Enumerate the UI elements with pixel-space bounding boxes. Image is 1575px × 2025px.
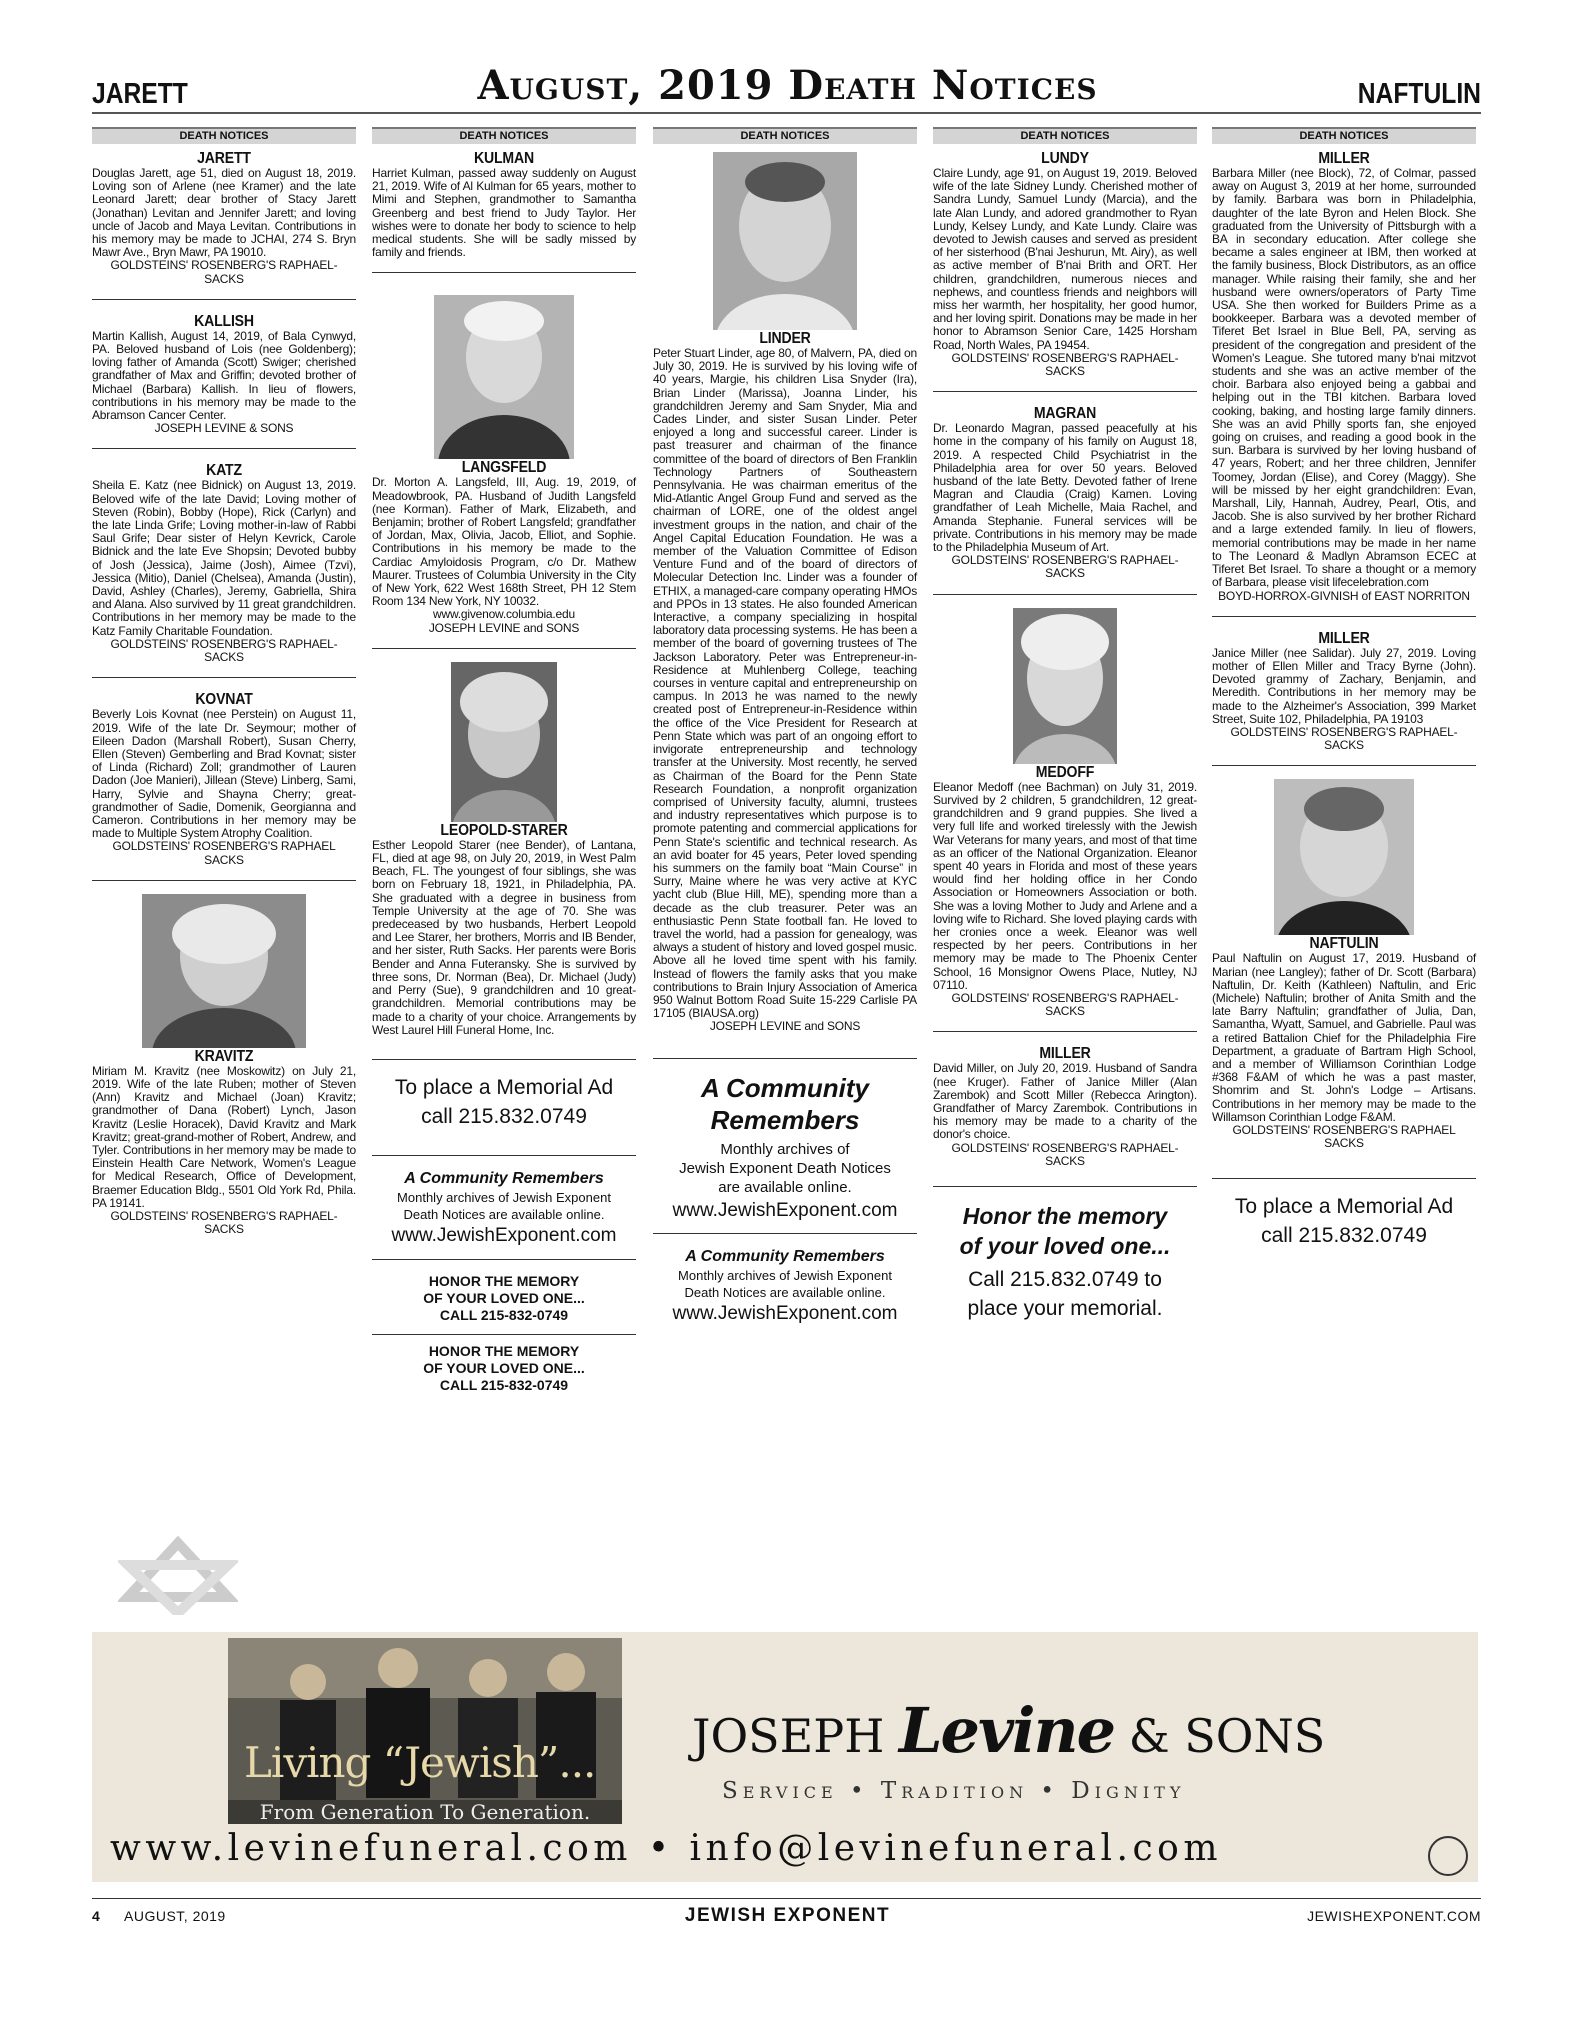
notice-kulman — [372, 150, 636, 259]
page-number: 4 — [92, 1908, 100, 1924]
funeral-home: GOLDSTEINS' ROSENBERG'S RAPHAEL-SACKS — [951, 1140, 1179, 1168]
promo-line: Monthly archives of Jewish Exponent — [678, 1267, 892, 1283]
notice-kovnat — [92, 691, 356, 866]
promo-line: Death Notices are available online. — [684, 1284, 886, 1300]
notice-katz — [92, 462, 356, 664]
notice-miller-david — [933, 1045, 1197, 1168]
portrait-naftulin — [1274, 779, 1414, 935]
star-of-david-icon — [118, 1535, 238, 1615]
column-3 — [653, 127, 917, 1327]
notice-langsfeld — [372, 459, 636, 634]
divider — [92, 677, 356, 678]
divider — [653, 1233, 917, 1234]
promo-website: www.JewishExponent.com — [391, 1224, 617, 1246]
promo-line: Monthly archives of — [720, 1140, 850, 1158]
divider — [92, 448, 356, 449]
funeral-home: JOSEPH LEVINE and SONS — [709, 1019, 861, 1034]
promo-line: place your memorial. — [967, 1296, 1163, 1320]
notice-name: MILLER — [1039, 1045, 1091, 1063]
notice-text: Claire Lundy, age 91, on August 19, 2019. Beloved wife of the late Sidney Lundy. Cherished mother of Sandra Lundy, Samuel Lundy (Marcia), and the late Alan Lundy, and adored grandmother to Ryan Lundy, Kelsey Lundy, and Kate Lundy. Claire was devoted to Jewish causes and served as president of her sisterhood (B'nai Jeshurun, Mt. Airy), as well as active member of B'nai Brith and ORT. Her children, grandchildren, numerous nieces and nephews, and countless friends and neighbors will miss her warmth, her hospitality, her good humor, and her loving spirit. Donations may be made in her honor to Abramson Senior Care, 1425 Horsham Road, North Wales, PA 19454. — [933, 166, 1197, 352]
notice-name: KULMAN — [474, 150, 534, 167]
divider — [372, 272, 636, 273]
title-divider — [92, 112, 1481, 114]
brand-logo — [692, 1694, 1325, 1767]
column-header: DEATH NOTICES — [1212, 127, 1476, 144]
association-seal-icon — [1428, 1836, 1468, 1876]
portrait-photo-icon — [434, 295, 574, 459]
notice-text: Douglas Jarett, age 51, died on August 18, 2019. Loving son of Arlene (nee Kramer) and the late Leonard Jarett; dear brother of Stacy Jarett (Jonathan) Levitan and Jennifer Jarett; and loving uncle of Jacob and Maya Levitan. Contributions in his memory may be made to JCHAI, 274 S. Bryn Mawr Ave., Bryn Mawr, PA 19010. — [92, 166, 356, 260]
promo-title: of your loved one... — [959, 1232, 1171, 1259]
portrait-linder — [713, 152, 857, 330]
notice-miller-janice — [1212, 630, 1476, 753]
community-promo — [372, 1169, 636, 1249]
promo-title: A Community Remembers — [404, 1169, 604, 1187]
funeral-home: GOLDSTEINS' ROSENBERG'S RAPHAEL SACKS — [1232, 1122, 1456, 1151]
divider — [1212, 616, 1476, 617]
notice-web: www.givenow.columbia.edu — [433, 607, 575, 622]
portrait-photo-icon — [451, 662, 557, 822]
divider — [1212, 1178, 1476, 1179]
notice-text: Miriam M. Kravitz (nee Moskowitz) on July 21, 2019. Wife of the late Ruben; mother of Steven (Ann) Kravitz and Michael (Joan) Kravitz; grandmother of Dana (Robert) Lynch, Jason Kravitz (Leslie Horacek), David Kravitz and Mark Kravitz; great-grand-mother of Robert, Andrew, and Tyler. Contributions in her memory may be made to Einstein Health Care Network, Women's League for Medical Research, Office of Development, Braemer Education Bldg., 5501 Old York Rd, Phila. PA 19141. — [92, 1063, 356, 1210]
funeral-home: GOLDSTEINS' ROSENBERG'S RAPHAEL-SACKS — [1230, 724, 1458, 753]
funeral-home: GOLDSTEINS' ROSENBERG'S RAPHAEL-SACKS — [110, 1208, 338, 1237]
notice-linder — [653, 330, 917, 1034]
portrait-photo-icon — [142, 894, 306, 1048]
notice-text: Janice Miller (nee Salidar). July 27, 2019. Loving mother of Ellen Miller and Tracy Byrne (John). Devoted grammy of Zachary, Benjamin, and Meredith. Contributions in her memory may be made to the Alzheimer's Association, 399 Market Street, Suite 102, Philadelphia, PA 19103 — [1212, 645, 1476, 726]
memorial-ad-promo — [1212, 1192, 1476, 1250]
honor-promo — [372, 1343, 636, 1394]
promo-line: OF YOUR LOVED ONE... — [423, 1359, 585, 1376]
notice-lundy — [933, 150, 1197, 378]
notice-text: Eleanor Medoff (nee Bachman) on July 31, 2019. Survived by 2 children, 5 grandchildren, 12 great- grandchildren and 9 grand puppies. She lived a very full life and worked tirelessly with the Jewish War Veterans for many years, and most of that time as an officer of the National Organization. Eleanor spent 40 years in Florida and most of these years would find her holding office in her Condo Association or Homeowners Association or both. She was a loving Mother to Judy and Arlene and a loving wife to Richard. She loved playing cards with her cronies once a week. Eleanor was well respected by her peers. Contributions in her memory may be made to The Phoenix Center School, 16 Monsignor Owens Place, Nutley, NJ 07110. — [933, 779, 1197, 992]
notice-text: Dr. Leonardo Magran, passed peacefully at his home in the company of his family on August 18, 2019. A respected Child Psychiatrist in the Philadelphia area for over 50 years. Beloved husband of the late Betty. Devoted father of Irene Magran and Claudia (Craig) Kamen. Loving grandfather of Leah Michelle, Maia Rachel, and Amanda Stephanie. Funeral services will be private. Contributions in his memory may be made to the Philadelphia Museum of Art. — [933, 421, 1197, 555]
notice-name: MEDOFF — [1035, 763, 1095, 781]
funeral-home: JOSEPH LEVINE and SONS — [428, 620, 580, 635]
promo-line: To place a Memorial Ad — [394, 1075, 614, 1099]
notice-miller-barbara — [1212, 150, 1476, 603]
notice-name: JARETT — [197, 150, 251, 167]
notice-name: LUNDY — [1041, 150, 1089, 167]
brand-tagline: Service • Tradition • Dignity — [722, 1778, 1186, 1804]
divider — [372, 1259, 636, 1260]
portrait-langsfeld — [434, 295, 574, 459]
notice-text: Barbara Miller (nee Block), 72, of Colmar, passed away on August 3, 2019 at her home, surrounded by family. Barbara was born in Philadelphia, daughter of the late Byron and Helen Block. She graduated from the University of Pittsburgh with a BA in secondary education. After college she became a sales engineer at IBM, then worked at the family business, Block Distributors, as an office manager. While raising their family, she and her husband were owners/operators of Party Time USA. She then worked for Builders Prime as a bookkeeper. Barbara was a devoted member of Tiferet Bet Israel in Blue Bell, PA, serving as president of the congregation and president of the Women's League. She tutored many b'nai mitzvot students and she was an active member of the choir. Barbara also enjoyed being a gabbai and helping out in the TBI kitchen. Barbara loved cooking, baking, and hosting large family dinners. She was an avid Philly sports fan, she enjoyed going on cruises, and reading a good book in the sun. Barbara is survived by her loving husband of 47 years, Robert; and her three children, Jennifer Toomey, Jordan (Elise), and Corey (Maggy). She will be missed by her eight grandchildren: Evan, Marshall, Lily, Hannah, Audrey, Pearl, Otis, and Jacob. She is also survived by her brother Richard and a large extended family. In lieu of flowers, memorial contributions may be made in her name to The Leonard & Madlyn Abramson ECEC at Tiferet Bet Israel. To share a thought or a memory of Barbara, please visit lifecelebration.com — [1212, 166, 1476, 590]
notice-text: Paul Naftulin on August 17, 2019. Husband of Marian (nee Langley); father of Dr. Scott (Barbara) Naftulin, Dr. Keith (Kathleen) Naftulin, and Eric (Michele) Naftulin; brother of Anita Smith and the late Barry Naftulin; grandfather of Julia, Dan, Samantha, Wyatt, Samuel, and Gabrielle. Paul was a retired Battalion Chief for the Philadelphia Fire Department, a graduate of Bartram High School, and a member of Williamson Corinthian Lodge #368 F&AM of which he was a past master, Shomrim and St. John's Lodge – Artisans. Contributions in her memory may be made to the Willamson Corinthian Lodge F&AM. — [1212, 951, 1476, 1124]
divider — [372, 1334, 636, 1335]
header-left-name: JARETT — [92, 78, 188, 110]
divider — [933, 391, 1197, 392]
contact-line: www.levinefuneral.com • info@levinefuneral.com — [110, 1828, 1222, 1869]
notice-leopold-starer — [372, 822, 636, 1037]
notice-text: Martin Kallish, August 14, 2019, of Bala Cynwyd, PA. Beloved husband of Lois (nee Goldenberg); loving father of Amanda (Scott) Swiger; cherished grandfather of Max and Griffin; devoted brother of Michael (Barbara) Kallish. In lieu of flowers, contributions in his memory may be made to the Abramson Cancer Center. — [92, 328, 356, 423]
divider — [933, 1031, 1197, 1032]
notice-name: KALLISH — [194, 312, 254, 330]
notice-kravitz — [92, 1048, 356, 1237]
divider — [92, 880, 356, 881]
footer-divider — [92, 1898, 1481, 1899]
promo-title: A Community Remembers — [700, 1072, 870, 1135]
divider — [933, 1186, 1197, 1187]
funeral-home: GOLDSTEINS' ROSENBERG'S RAPHAEL-SACKS — [110, 258, 338, 286]
notice-name: LEOPOLD-STARER — [440, 821, 568, 839]
family-photo — [228, 1638, 622, 1824]
portrait-medoff — [1013, 608, 1117, 764]
memorial-ad-promo — [372, 1073, 636, 1131]
column-1 — [92, 127, 356, 1236]
promo-website: www.JewishExponent.com — [672, 1199, 898, 1221]
notice-naftulin — [1212, 935, 1476, 1150]
column-4 — [933, 127, 1197, 1323]
promo-line: are available online. — [718, 1178, 852, 1196]
column-header: DEATH NOTICES — [372, 127, 636, 144]
brand-text: JOSEPH — [692, 1709, 885, 1763]
portrait-kravitz — [142, 894, 306, 1048]
page-title: August, 2019 Death Notices — [477, 62, 1098, 109]
column-header: DEATH NOTICES — [653, 127, 917, 144]
promo-website: www.JewishExponent.com — [672, 1302, 898, 1324]
notice-name: LINDER — [759, 330, 811, 347]
notice-text: Dr. Morton A. Langsfeld, III, Aug. 19, 2019, of Meadowbrook, PA. Husband of Judith Langsfeld (nee Korman). Father of Mark, Elizabeth, and Benjamin; brother of Robert Langsfeld; grandfather of Jordan, Max, Olivia, Jacob, Elliot, and Sophie. Contributions in his memory be made to the Cardiac Amyloidosis Program, c/o Dr. Mathew Maurer. Trustees of Columbia University in the City of New York, 622 West 168th Street, PH 12 Stem Room 134 New York, NY 10032. — [372, 475, 636, 609]
group-photo-icon — [228, 1638, 622, 1824]
notice-text: Peter Stuart Linder, age 80, of Malvern, PA, died on July 30, 2019. He is survived by his loving wife of 40 years, Margie, his children Lisa Snyder (Ira), Brian Linder (Marissa), Joanna Linder, his grandchildren Jeremy and Sam Snyder, Mia and Cades Linder, and sister Susan Linder. Peter enjoyed a long and successful career. Linder is past treasurer and chairman of the finance committee of the board of directors of Ben Franklin Technology Partners of Southeastern Pennsylvania. He was chairman emeritus of the Mid-Atlantic Angel Group Fund and served as the chairman of LORE, one of the oldest angel investment groups in the nation, and chair of the Angel Capital Education Foundation. He was a member of the Valuation Committee of Edison Venture Fund and of the board of directors of Molecular Detection Inc. Linder was a founder of ETHIX, a managed-care company operating HMOs and PPOs in 13 states. He also founded American Interactive, a company specializing in hospital laboratory data processing systems. He has been a member of the board of governing trustees of The Jackson Laboratory. Peter was Entrepreneur-in-Residence at Muhlenberg College, teaching courses in venture capital and entrepreneurship on campus. In 2013 he was named to the newly created post of Entrepreneur-in-Residence within the office of the Vice President for Research at Penn State which was part of an ongoing effort to invigorate entrepreneurship and technology transfer at the University. Most recently, he served as Chairman of the Board for the Penn State Research Foundation, a nonprofit organization comprised of University faculty, alumni, trustees and industry representatives which purpose is to promote patenting and commercial applications for Penn State's scientific and technical research. As an avid boater for 45 years, Peter loved spending his summers on the family boat “Main Course” in Surry, Maine where he was very active at KYC yacht club (Blue Hill, ME), spending more than a decade as the club treasurer. Peter was an enthusiastic Penn State football fan. He loved to travel the world, had a passion for genealogy, was always a student of history and loved gospel music. Above all he loved time spent with his family. Instead of flowers the family asks that you make contributions to Brain Injury Association of America 950 Walnut Bottom Road Suite 15-229 Carlisle PA 17105 (BIAUSA.org) — [653, 346, 917, 1021]
promo-line: call 215.832.0749 — [421, 1104, 587, 1128]
column-2 — [372, 127, 636, 1394]
promo-title: A Community Remembers — [685, 1247, 885, 1265]
levine-advertisement — [92, 1632, 1478, 1882]
notice-text: Sheila E. Katz (nee Bidnick) on August 13, 2019. Beloved wife of the late David; Loving mother of Steven (Robin), Bobby (Hope), Rick (Carlyn) and the late Linda Grife; Loving mother-in-law of Rabbi Saul Grife; Dear sister of Helyn Kevrick, Carole Bidnick and the late Eve Shopsin; Devoted bubby of Josh (Jessica), Jaime (Josh), Aimee (Tzvi), Jessica (Mitio), Daniel (Chelsea), Amanda (Justin), David, Ashley (Charles), Jeremy, Gabriella, Shira and Alana. Also survived by 11 great grandchildren. Contributions in her memory may be made to the Katz Family Charitable Foundation. — [92, 478, 356, 638]
promo-line: CALL 215-832-0749 — [439, 1376, 569, 1393]
divider — [372, 1155, 636, 1156]
brand-text: & SONS — [1128, 1709, 1326, 1763]
column-header: DEATH NOTICES — [933, 127, 1197, 144]
divider — [92, 299, 356, 300]
promo-line: CALL 215-832-0749 — [439, 1306, 569, 1323]
notice-medoff — [933, 764, 1197, 1019]
promo-line: HONOR THE MEMORY — [428, 1272, 580, 1289]
notice-name: MILLER — [1318, 150, 1370, 167]
column-5 — [1212, 127, 1476, 1250]
divider — [653, 1058, 917, 1059]
portrait-photo-icon — [1013, 608, 1117, 764]
footer-website: JEWISHEXPONENT.COM — [1307, 1908, 1481, 1924]
funeral-home: GOLDSTEINS' ROSENBERG'S RAPHAEL-SACKS — [951, 990, 1179, 1019]
promo-line: OF YOUR LOVED ONE... — [423, 1289, 585, 1306]
publication-name: JEWISH EXPONENT — [684, 1905, 891, 1926]
notice-name: MILLER — [1318, 629, 1370, 647]
promo-line: call 215.832.0749 — [1261, 1224, 1427, 1248]
promo-line: To place a Memorial Ad — [1234, 1195, 1454, 1219]
honor-memory-promo — [933, 1201, 1197, 1323]
promo-line: Death Notices are available online. — [403, 1206, 605, 1222]
notice-text: Esther Leopold Starer (nee Bender), of Lantana, FL, died at age 98, on July 20, 2019, in West Palm Beach, FL. The youngest of four siblings, she was born on February 18, 1921, in Philadelphia, PA. She graduated with a degree in business from Temple University at the age of 70. She was predeceased by two husbands, Herbert Leopold and Lee Starer, her brothers, Morris and IB Bender, and her sister, Ruth Sacks. Her parents were Boris Bender and Anna Futeransky. She is survived by three sons, Dr. Norman (Bea), Dr. Michael (Judy) and Perry (Sue), 9 grandchildren and 10 great-grandchildren. Memorial contributions may be made to a charity of your choice. Arrangements by West Laurel Hill Funeral Home, Inc. — [372, 837, 636, 1037]
funeral-home: GOLDSTEINS' ROSENBERG'S RAPHAEL-SACKS — [951, 350, 1179, 379]
portrait-leopold-starer — [451, 662, 557, 822]
brand-script: Levine — [898, 1694, 1115, 1767]
notice-name: KATZ — [206, 462, 242, 480]
notice-name: MAGRAN — [1033, 405, 1097, 423]
community-promo-large — [653, 1072, 917, 1225]
notice-jarett — [92, 150, 356, 286]
notice-text: Harriet Kulman, passed away suddenly on August 21, 2019. Wife of Al Kulman for 65 years, mother to Mimi and Stephen, grandmother to Samantha Greenberg and best friend to Judy Taylor. Her wishes were to donate her body to science to help medical students. She will be sadly missed by family and friends. — [372, 166, 636, 260]
funeral-home: JOSEPH LEVINE & SONS — [154, 421, 294, 436]
divider — [372, 1059, 636, 1060]
promo-line: HONOR THE MEMORY — [428, 1342, 580, 1359]
divider — [372, 648, 636, 649]
funeral-home: GOLDSTEINS' ROSENBERG'S RAPHAEL-SACKS — [951, 553, 1179, 581]
promo-line: Monthly archives of Jewish Exponent — [397, 1189, 611, 1205]
promo-title: Honor the memory — [962, 1202, 1168, 1229]
divider — [933, 594, 1197, 595]
funeral-home: GOLDSTEINS' ROSENBERG'S RAPHAEL SACKS — [112, 839, 336, 867]
notice-name: KRAVITZ — [194, 1047, 254, 1065]
notice-text: David Miller, on July 20, 2019. Husband of Sandra (nee Kruger). Father of Janice Miller (Alan Zarembok) and Scott Miller (Rebecca Arington). Grandfather of Marcy Zarembok. Contributions in his memory may be made to a charity of the donor's choice. — [933, 1061, 1197, 1142]
divider — [1212, 765, 1476, 766]
notice-name: NAFTULIN — [1309, 935, 1379, 953]
notice-name: LANGSFELD — [461, 459, 547, 477]
portrait-photo-icon — [713, 152, 857, 330]
funeral-home: BOYD-HORROX-GIVNISH of EAST NORRITON — [1218, 588, 1470, 603]
funeral-home: GOLDSTEINS' ROSENBERG'S RAPHAEL-SACKS — [110, 636, 338, 665]
promo-line: Call 215.832.0749 to — [968, 1267, 1162, 1291]
footer-date: AUGUST, 2019 — [124, 1908, 226, 1924]
community-promo — [653, 1247, 917, 1327]
slogan-living-jewish: Living “Jewish”... — [244, 1738, 596, 1787]
header-right-name: NAFTULIN — [1357, 78, 1481, 110]
promo-line: Jewish Exponent Death Notices — [679, 1159, 891, 1177]
notice-text: Beverly Lois Kovnat (nee Perstein) on August 11, 2019. Wife of the late Dr. Seymour; mother of Eileen Dadon (Marshall Robert), Susan Cherry, Ellen (Steven) Gemberling and Brad Kovnat; sister of Linda (Richard) Zoll; grandmother of Lauren Dadon (Joe Manieri), Jillean (Steve) Linberg, Sami, Harry, Sylvie and Shayna Cherry; great-grandmother of Sadie, Domenik, Georgianna and Cameron. Contributions in her memory may be made to Multiple System Atrophy Coalition. — [92, 707, 356, 841]
slogan-generation: From Generation To Generation. — [228, 1800, 622, 1824]
notice-kallish — [92, 313, 356, 436]
column-header: DEATH NOTICES — [92, 127, 356, 144]
notice-name: KOVNAT — [195, 691, 253, 709]
notice-magran — [933, 405, 1197, 580]
portrait-photo-icon — [1274, 779, 1414, 935]
honor-promo — [372, 1273, 636, 1324]
